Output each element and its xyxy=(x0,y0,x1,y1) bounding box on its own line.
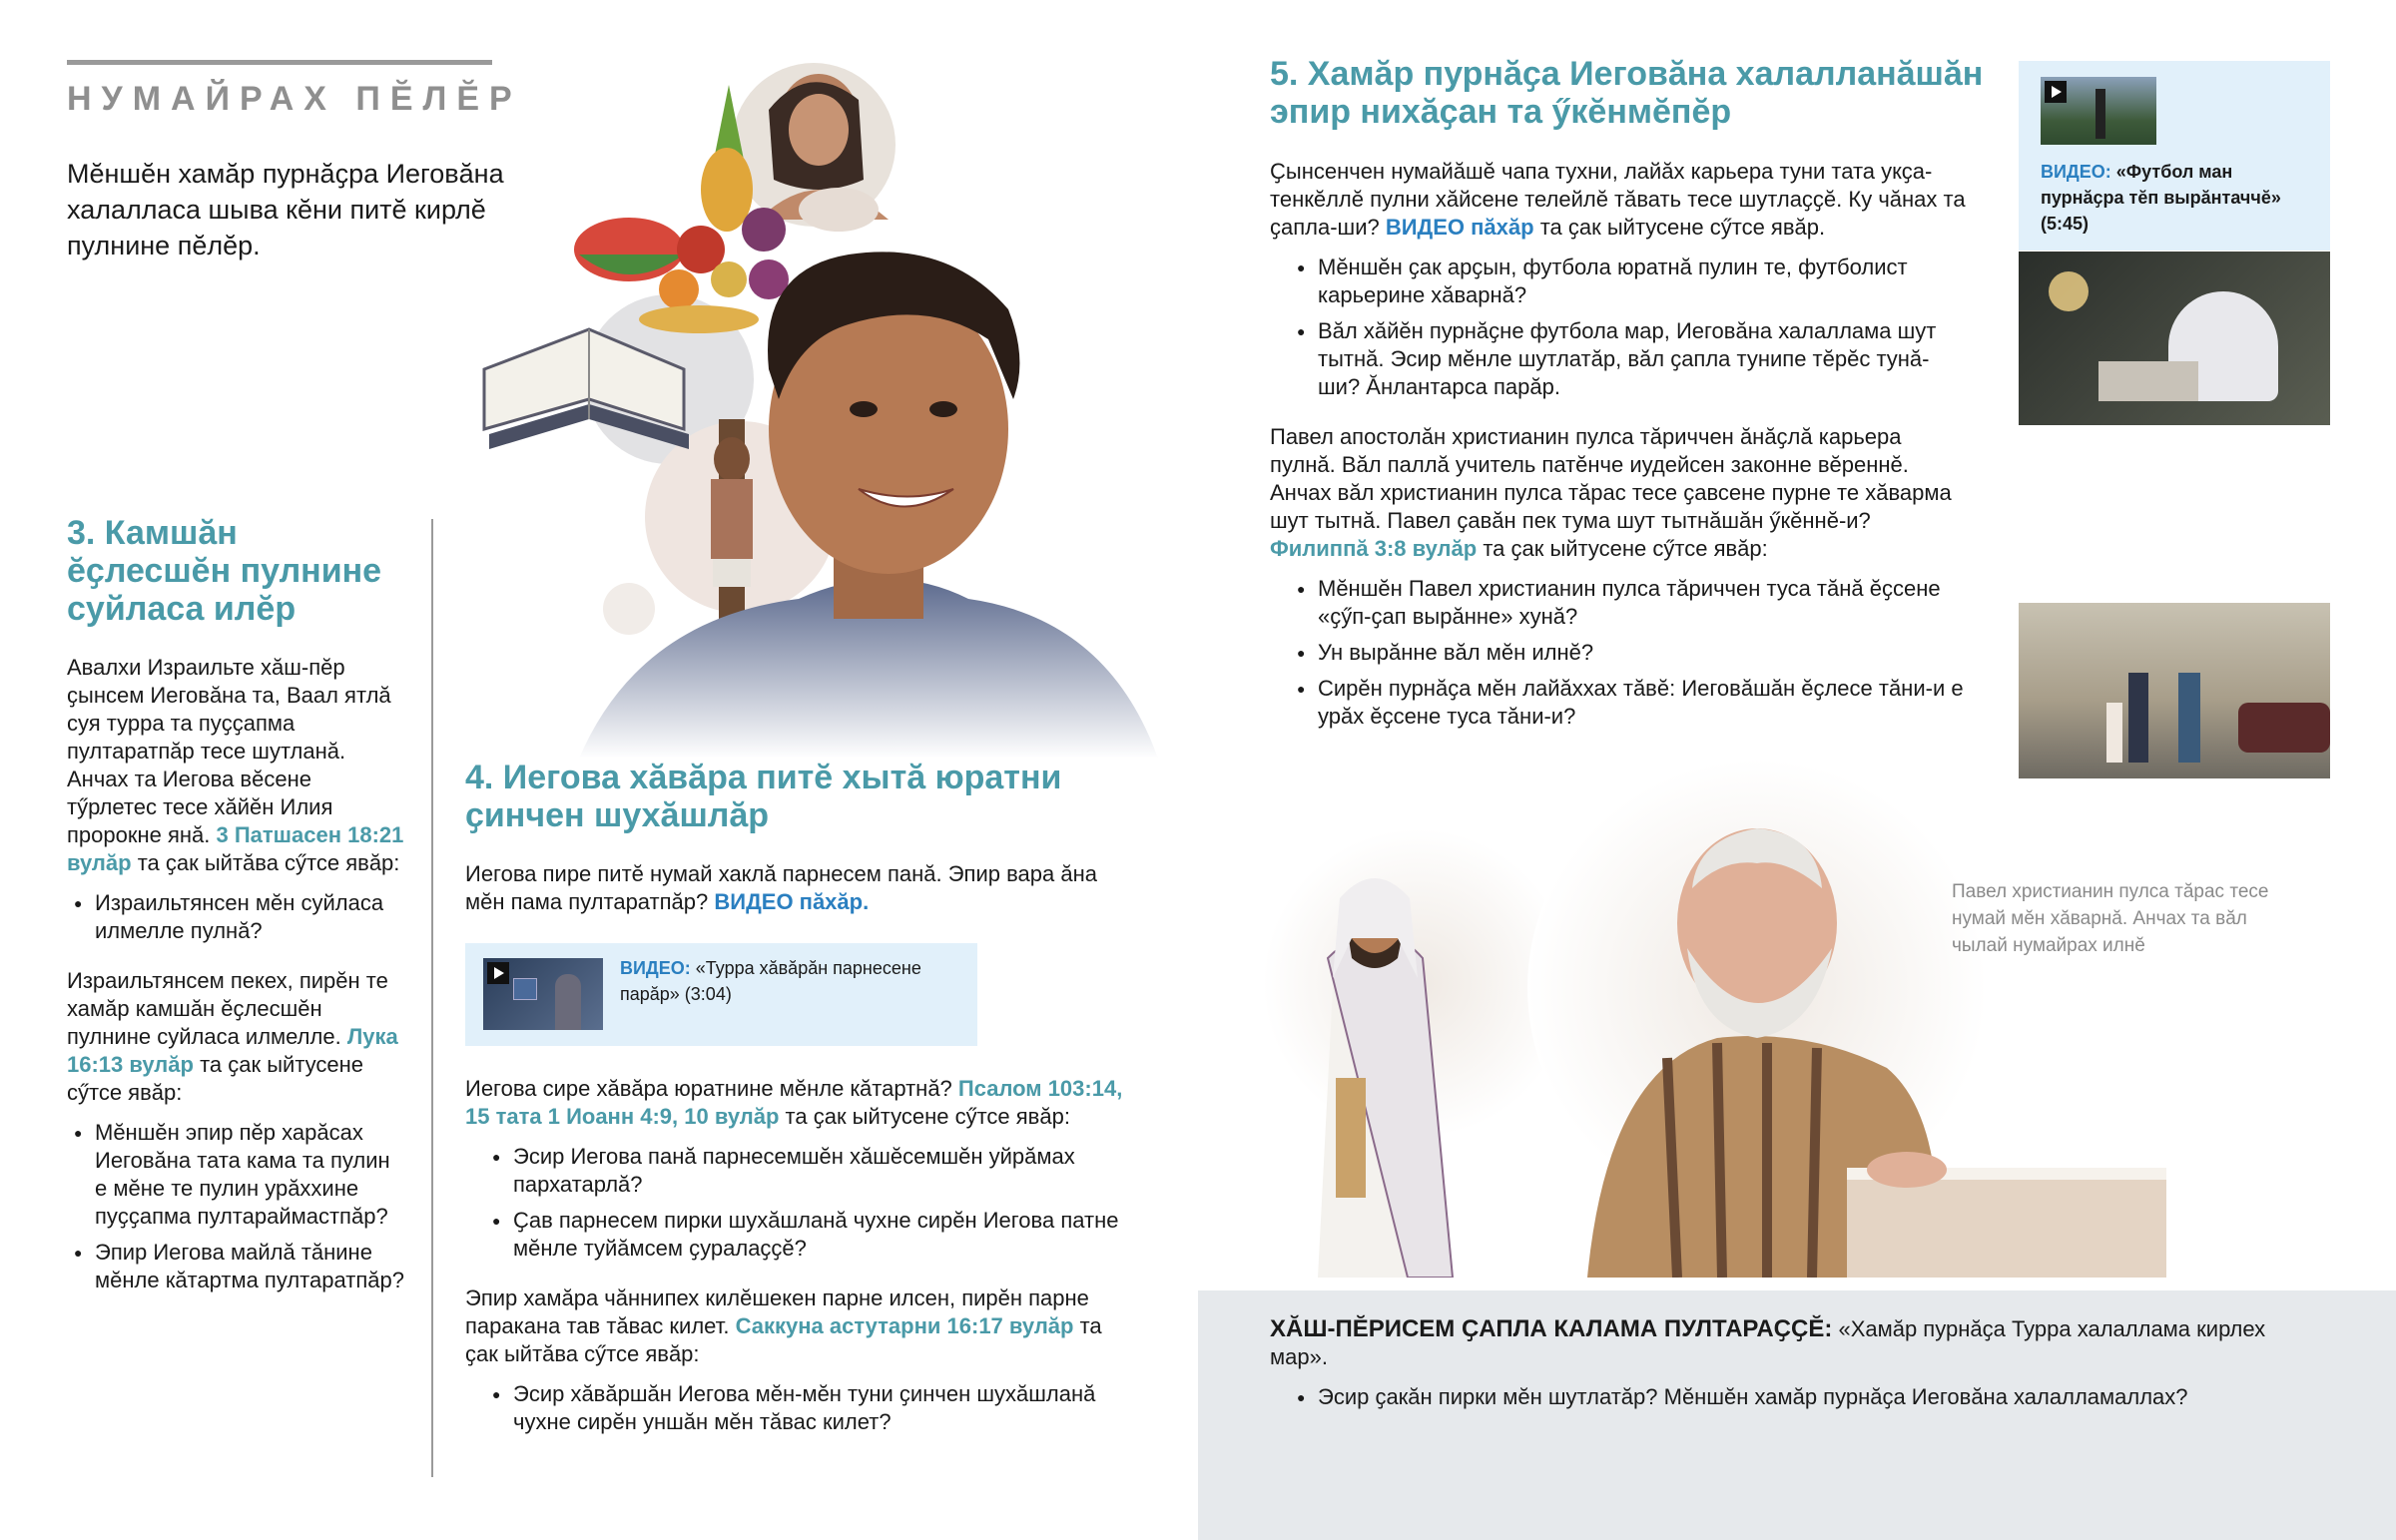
video-still-laptop xyxy=(2019,252,2330,425)
section3-list1 xyxy=(47,889,406,945)
section4-body2 xyxy=(465,1075,1124,1444)
section5-para1: Ҫынсенчен нумайӑшӗ чапа тухни, лайӑх карьера туни тата укҫа-тенкӗллӗ пулни хӑйсене телейлӗ тӑвать тесе шутлаҫҫӗ. Ку чӑнах та ҫапла-ши? ВИДЕО пӑхӑр та ҫак ыйтусене сӳтсе явӑр. xyxy=(1270,159,1966,240)
section3-bullet3: ● Эпир Иегова майлӑ тӑнине мӗнле кӑтартма пултаратпӑр? xyxy=(47,1239,406,1294)
section5-video-caption xyxy=(2041,159,2320,237)
play-icon xyxy=(2045,81,2067,103)
section4-video-link[interactable]: ВИДЕО пӑхӑр. xyxy=(714,889,870,914)
section5-body xyxy=(1270,158,1969,739)
illustration-young-man xyxy=(469,40,1178,759)
section3-list2 xyxy=(47,1119,406,1294)
section3-bullet1: ● Израильтянсен мӗн суйласа илмелле пулнӑ? xyxy=(47,889,406,945)
jw-logo-icon xyxy=(513,978,537,1000)
lamp-light xyxy=(2049,271,2089,311)
section3-divider xyxy=(431,519,433,1477)
section4-bullet2: ● Ҫав парнесем пирки шухӑшланӑ чухне сирӗн Иегова патне мӗнле туйӑмсем ҫуралаҫҫӗ? xyxy=(465,1207,1124,1263)
section4-list1 xyxy=(465,1143,1124,1263)
stadium-figure xyxy=(2096,89,2105,139)
section5-list2 xyxy=(1270,575,1969,731)
intro-rule xyxy=(67,60,492,65)
presenter-figure xyxy=(555,974,581,1030)
section5-video-thumbnail[interactable] xyxy=(2041,77,2156,145)
section4-video-label: ВИДЕО: xyxy=(620,958,691,978)
others-say-heading: ХӐШ-ПӖРИСЕМ ҪАПЛА КАЛАМА ПУЛТАРАҪҪӖ: xyxy=(1270,1315,1833,1342)
section4-video-card[interactable] xyxy=(465,943,977,1046)
section5-bullet4: ● Ун вырӑнне вӑл мӗн илнӗ? xyxy=(1270,639,1969,667)
others-say-bullet1: ● Эсир ҫакӑн пирки мӗн шутлатӑр? Мӗншӗн хамӑр пурнӑҫа Иеговӑна халалламаллах? xyxy=(1270,1383,2268,1411)
section3-title: 3. Камшӑн ӗҫлесшӗн пулнине суйласа илӗр xyxy=(67,514,382,628)
section5-bullet2: ● Вӑл хӑйӗн пурнӑҫне футбола мар, Иеговӑна халаллама шут тытнӑ. Эсир мӗнле шутлатӑр, вӑл ҫапла тунипе тӗрӗс тунӑ-ши? Ӑнлантарса парӑр. xyxy=(1270,317,1969,401)
laptop xyxy=(2098,361,2198,401)
illustration-caption: Павел христианин пулса тӑрас тесе нумай мӗн хӑварнӑ. Анчах та вӑл чылай нумайрах илнӗ xyxy=(1952,881,2269,956)
section5-bullet5: ● Сирӗн пурнӑҫа мӗн лайӑххах тӑвӗ: Иеговӑшӑн ӗҫлесе тӑни-и е урӑх ӗҫсене туса тӑни-и? xyxy=(1270,675,1969,731)
others-say-panel xyxy=(1198,1290,2396,1540)
section4-para2: Иегова сире хӑвӑра юратнине мӗнле кӑтартнӑ? Псалом 103:14, 15 тата 1 Иоанн 4:9, 10 вулӑр та ҫак ыйтусене сӳтсе явӑр: xyxy=(465,1076,1123,1129)
others-say-para xyxy=(1270,1315,2268,1371)
section5-bullet3: ● Мӗншӗн Павел христианин пулса тӑриччен туса тӑнӑ ӗҫсене «ҫӳп-ҫап вырӑнне» хунӑ? xyxy=(1270,575,1969,631)
section3-ref-1kings[interactable]: 3 Патшасен 18:21 вулӑр xyxy=(67,822,404,875)
section4-bullet3: ● Эсир хӑвӑршӑн Иегова мӗн-мӗн туни ҫинчен шухӑшланӑ чухне сирӗн уншӑн мӗн тӑвас килет? xyxy=(465,1380,1124,1436)
section4-title: 4. Иегова хӑвӑра питӗ хытӑ юратни ҫинчен шухӑшлӑр xyxy=(465,759,1062,834)
section4-video-title: «Турра хӑвӑрӑн парнесене парӑр» (3:04) xyxy=(620,958,921,1004)
section3-bullet2: ● Мӗншӗн эпир пӗр харӑсах Иеговӑна тата кама та пулин е мӗне те пулин урӑххине пуҫҫапма пултараймастпӑр? xyxy=(47,1119,406,1231)
section5-video-card[interactable] xyxy=(2019,61,2330,251)
section5-para2: Павел апостолӑн христианин пулса тӑриччен ӑнӑҫлӑ карьера пулнӑ. Вӑл паллӑ учитель патӗнче иудейсен законне вӗреннӗ. Анчах вӑл христианин пулса тӑрас тесе ҫавсене пурне те хӑварма шут тытнӑ. Павел ҫавӑн пек тума шут тытнӑшӑн ӳкӗннӗ-и? Филиппӑ 3:8 вулӑр та ҫак ыйтусене сӳтсе явӑр: xyxy=(1270,424,1952,561)
section4-video-caption xyxy=(620,955,959,1007)
play-icon xyxy=(487,962,509,984)
section4-ref-deut[interactable]: Саккуна астутарни 16:17 вулӑр xyxy=(735,1313,1074,1338)
section5-title: 5. Хамӑр пурнӑҫа Иеговӑна халалланӑшӑн эпир нихӑҫан та ӳкӗнмӗпӗр xyxy=(1270,55,1984,131)
intro-text: Мӗншӗн хамӑр пурнӑҫра Иеговӑна халалласа шыва кӗни питӗ кирлӗ пулнине пӗлӗр. xyxy=(67,159,504,260)
section5-video-label: ВИДЕО: xyxy=(2041,162,2111,182)
section5-video-duration: (5:45) xyxy=(2041,214,2090,234)
section4-bullet1: ● Эсир Иегова панӑ парнесемшӗн хӑшӗсемшӗн уйрӑмах пархатарлӑ? xyxy=(465,1143,1124,1199)
section4-body xyxy=(465,860,1124,916)
section3-ref-luke[interactable]: Лука 16:13 вулӑр xyxy=(67,1024,398,1077)
section4-para1: Иегова пире питӗ нумай хаклӑ парнесем панӑ. Эпир вара ӑна мӗн пама пултаратпӑр? ВИДЕО пӑхӑр. xyxy=(465,861,1097,914)
section3-para2: Израильтянсем пекех, пирӗн те хамӑр камшӑн ӗҫлесшӗн пулнине суйласа илмелле. Лука 16:13 вулӑр та ҫак ыйтусене сӳтсе явӑр: xyxy=(67,968,398,1105)
section5-video-title: «Футбол ман пурнӑҫра тӗп вырӑнтаччӗ» xyxy=(2041,162,2281,208)
section5-bullet1: ● Мӗншӗн ҫак арҫын, футбола юратнӑ пулин те, футболист карьерине хӑварнӑ? xyxy=(1270,254,1969,309)
section5-list1 xyxy=(1270,254,1969,401)
section4-video-thumbnail[interactable] xyxy=(483,958,603,1030)
section5-ref-phil[interactable]: Филиппӑ 3:8 вулӑр xyxy=(1270,536,1478,561)
section4-list2 xyxy=(465,1380,1124,1436)
others-say-list xyxy=(1270,1383,2268,1411)
others-say-quote: «Хамӑр пурнӑҫа Турра халаллама кирлех мар». xyxy=(1270,1316,2266,1369)
section3-para1: Авалхи Израильте хӑш-пӗр ҫынсем Иеговӑна та, Ваал ятлӑ суя турра та пуҫҫапма пултаратпӑр тесе шутланӑ. Анчах та Иегова вӗсене тӳрлетес тесе хӑйӗн Илия пророкне янӑ. 3 Патшасен 18:21 вулӑр та ҫак ыйтӑва сӳтсе явӑр: xyxy=(67,655,404,875)
section3-body xyxy=(67,654,406,1302)
section5-video-link[interactable]: ВИДЕО пӑхӑр xyxy=(1385,215,1534,240)
section4-para3: Эпир хамӑра чӑннипех килӗшекен парне илсен, пирӗн парне паракана тав тӑвас килет. Саккуна астутарни 16:17 вулӑр та ҫак ыйтӑва сӳтсе явӑр: xyxy=(465,1285,1102,1366)
section4-ref-psalm[interactable]: Псалом 103:14, 15 тата 1 Иоанн 4:9, 10 вулӑр xyxy=(465,1076,1123,1129)
illustration-apostle-paul xyxy=(1248,739,2186,1278)
others-say-content xyxy=(1270,1315,2268,1419)
parked-car xyxy=(2238,703,2330,753)
intro-heading: НУМАЙРАХ ПӖЛӖР xyxy=(67,80,522,118)
